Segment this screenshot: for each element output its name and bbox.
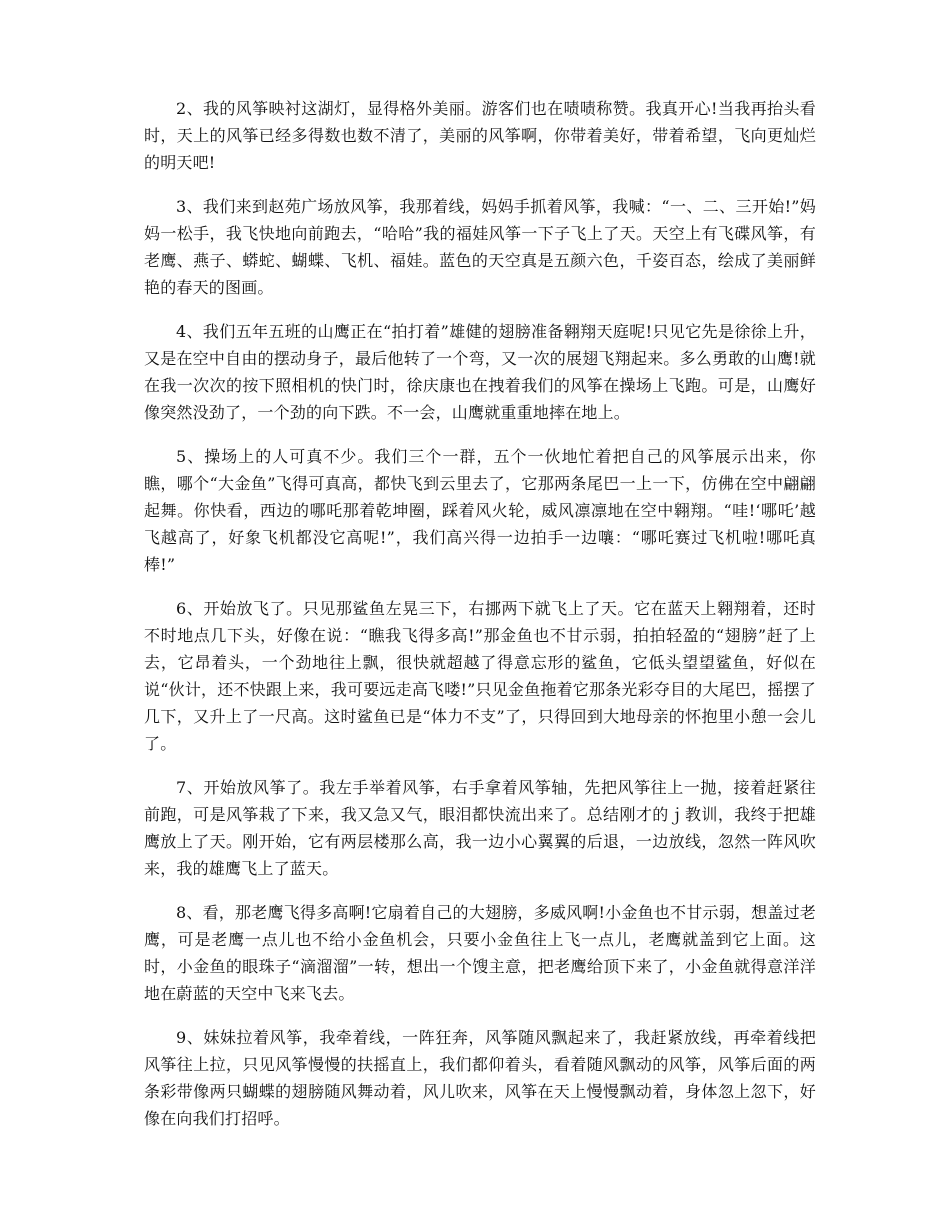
paragraph-5: 5、操场上的人可真不少。我们三个一群，五个一伙地忙着把自己的风筝展示出来，你瞧，哪个“大金鱼”飞得可真高，都快飞到云里去了，它那两条尾巴一上一下，仿佛在空中翩翩起舞。你快看，西边的哪吒那着乾坤圈，踩着风火轮，威风凛凛地在空中翱翔。“哇!‘哪吒’越飞越高了，好象飞机都没它高呢!”，我们高兴得一边拍手一边嚷：“哪吒赛过飞机啦!哪吒真棒!”: [144, 447, 816, 574]
paragraph-8: 8、看，那老鹰飞得多高啊!它扇着自己的大翅膀，多威风啊!小金鱼也不甘示弱，想盖过老鹰，可是老鹰一点儿也不给小金鱼机会，只要小金鱼往上飞一点儿，老鹰就盖到它上面。这时，小金鱼的眼珠子“滴溜溜”一转，想出一个馊主意，把老鹰给顶下来了，小金鱼就得意洋洋地在蔚蓝的天空中飞来飞去。: [144, 903, 816, 1003]
paragraph-7: 7、开始放风筝了。我左手举着风筝，右手拿着风筝轴，先把风筝往上一抛，接着赶紧往前跑，可是风筝栽了下来，我又急又气，眼泪都快流出来了。总结刚才的ｊ教训，我终于把雄鹰放上了天。刚开始，它有两层楼那么高，我一边小心翼翼的后退，一边放线，忽然一阵风吹来，我的雄鹰飞上了蓝天。: [144, 778, 816, 878]
paragraph-6: 6、开始放飞了。只见那鲨鱼左晃三下，右挪两下就飞上了天。它在蓝天上翱翔着，还时不时地点几下头，好像在说：“瞧我飞得多高!”那金鱼也不甘示弱，拍拍轻盈的“翅膀”赶了上去，它昂着头，一个劲地往上飘，很快就超越了得意忘形的鲨鱼，它低头望望鲨鱼，好似在说“伙计，还不快跟上来，我可要远走高飞喽!”只见金鱼拖着它那条光彩夺目的大尾巴，摇摆了几下，又升上了一尺高。这时鲨鱼已是“体力不支”了，只得回到大地母亲的怀抱里小憩一会儿了。: [144, 599, 816, 753]
paragraph-9: 9、妹妹拉着风筝，我牵着线，一阵狂奔，风筝随风飘起来了，我赶紧放线，再牵着线把风筝往上拉，只见风筝慢慢的扶摇直上，我们都仰着头，看着随风飘动的风筝，风筝后面的两条彩带像两只蝴蝶的翅膀随风舞动着，风儿吹来，风筝在天上慢慢飘动着，身体忽上忽下，好像在向我们打招呼。: [144, 1028, 816, 1128]
paragraph-3: 3、我们来到赵苑广场放风筝，我那着线，妈妈手抓着风筝，我喊：“一、二、三开始!”妈妈一松手，我飞快地向前跑去，“哈哈”我的福娃风筝一下子飞上了天。天空上有飞碟风筝，有老鹰、燕子、蟒蛇、蝴蝶、飞机、福娃。蓝色的天空真是五颜六色，千姿百态，绘成了美丽鲜艳的春天的图画。: [144, 197, 816, 297]
document-body: [144, 95, 816, 1149]
paragraph-2: 2、我的风筝映衬这湖灯，显得格外美丽。游客们也在啧啧称赞。我真开心!当我再抬头看时，天上的风筝已经多得数也数不清了，美丽的风筝啊，你带着美好，带着希望，飞向更灿烂的明天吧!: [144, 99, 816, 172]
paragraph-4: 4、我们五年五班的山鹰正在“拍打着”雄健的翅膀准备翱翔天庭呢!只见它先是徐徐上升，又是在空中自由的摆动身子，最后他转了一个弯，又一次的展翅飞翔起来。多么勇敢的山鹰!就在我一次次的按下照相机的快门时，徐庆康也在拽着我们的风筝在操场上飞跑。可是，山鹰好像突然没劲了，一个劲的向下跌。不一会，山鹰就重重地摔在地上。: [144, 322, 816, 422]
